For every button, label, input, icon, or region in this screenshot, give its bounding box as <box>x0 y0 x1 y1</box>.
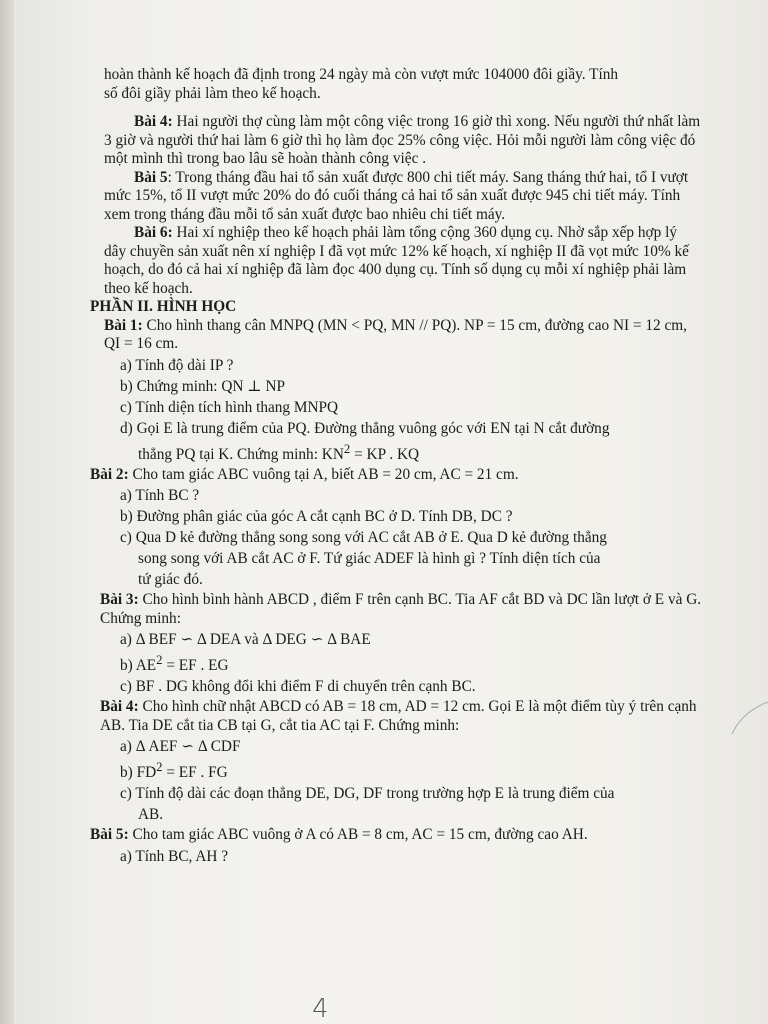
problem-label: Bài 5 <box>134 168 168 186</box>
text-line: số đôi giầy phải làm theo kế hoạch. <box>104 84 321 102</box>
algebra-problem-6 <box>104 224 702 298</box>
subquestion-c-continued: AB. <box>138 806 164 824</box>
subquestion-a: a) Δ AEF ∽ Δ CDF <box>120 738 241 756</box>
subquestion-a: a) Tính BC, AH ? <box>120 847 229 865</box>
subquestion-a: a) Tính BC ? <box>120 487 200 505</box>
problem-label: Bài 4: <box>134 113 173 130</box>
page-number: 4 <box>312 994 329 1024</box>
geometry-problem-3 <box>100 591 702 628</box>
problem-label: Bài 4: <box>100 698 139 716</box>
problem-text: Hai người thợ cùng làm một công việc trong 16 giờ thì xong. Nếu người thứ nhất làm 3 giờ và người thứ hai làm 6 giờ thì họ làm đọc 25% công việc. Hỏi mỗi người làm công việc đó một mình thì trong bao lâu sẽ hoàn thành công việc . <box>104 113 701 167</box>
problem-text: Cho hình chữ nhật ABCD có AB = 18 cm, AD = 12 cm. Gọi E là một điểm tùy ý trên cạnh AB. Tia DE cắt tia CB tại G, cắt tia AC tại F. Chứng minh: <box>100 698 697 734</box>
subquestion-c: c) Qua D kẻ đường thẳng song song với AC cắt AB ở E. Qua D kẻ đường thẳng <box>120 529 607 547</box>
subquestion-b: b) $AE^2$ = EF . EG <box>120 653 229 675</box>
subquestion-d: d) Gọi E là trung điểm của PQ. Đường thẳng vuông góc với EN tại N cắt đường <box>120 419 610 437</box>
subquestion-b: b) Chứng minh: QN ⊥ NP <box>120 377 286 395</box>
geometry-problem-4 <box>100 698 702 735</box>
subquestion-c: c) Tính độ dài các đoạn thẳng DE, DG, DF trong trường hợp E là trung điểm của <box>120 785 615 803</box>
problem-label: Bài 1: <box>104 316 143 334</box>
pen-mark <box>728 700 768 760</box>
subquestion-c-continued: tứ giác đó. <box>138 571 203 589</box>
algebra-problem-4 <box>104 113 702 169</box>
algebra-problem-5 <box>104 169 702 225</box>
problem-label: Bài 6: <box>134 224 173 241</box>
problem-text: Cho tam giác ABC vuông ở A có AB = 8 cm, AC = 15 cm, đường cao AH. <box>128 826 588 844</box>
subquestion-d-continued: thẳng PQ tại K. Chứng minh: $KN^2$ = KP . KQ <box>138 441 420 463</box>
subquestion-c: c) Tính diện tích hình thang MNPQ <box>120 398 339 416</box>
text-line: hoàn thành kế hoạch đã định trong 24 ngày mà còn vượt mức 104000 đôi giầy. Tính <box>104 66 619 83</box>
geometry-problem-5 <box>90 826 702 845</box>
geometry-problem-2 <box>90 466 702 485</box>
subquestion-c-continued: song song với AB cắt AC ở F. Tứ giác ADEF là hình gì ? Tính diện tích của <box>138 550 601 568</box>
problem-text: : Trong tháng đầu hai tổ sản xuất được 800 chi tiết máy. Sang tháng thứ hai, tổ I vượt mức 15%, tổ II vượt mức 20% do đó cuối tháng cả hai tổ sản xuất được 945 chi tiết máy. Tính xem trong tháng đầu mỗi tổ sản xuất được bao nhiêu chi tiết máy. <box>104 168 689 223</box>
subquestion-c: c) BF . DG không đổi khi điểm F di chuyển trên cạnh BC. <box>120 678 476 696</box>
problem-text: Hai xí nghiệp theo kế hoạch phải làm tổng cộng 360 dụng cụ. Nhờ sắp xếp hợp lý dây chuyền sản xuất nên xí nghiệp I đã vọt mức 12% kế hoạch, xí nghiệp II đã vọt mức 10% kế hoạch, do đó cả hai xí nghiệp đã làm đọc 400 dụng cụ. Tính số dụng cụ mỗi xí nghiệp phải làm theo kế hoạch. <box>104 224 689 297</box>
problem-label: Bài 3: <box>100 591 139 609</box>
problem-text: Cho tam giác ABC vuông tại A, biết AB = 20 cm, AC = 21 cm. <box>128 465 519 483</box>
subquestion-b: b) Đường phân giác của góc A cắt cạnh BC ở D. Tính DB, DC ? <box>120 508 513 526</box>
subquestion-b: b) $FD^2$ = EF . FG <box>120 760 228 782</box>
problem-label: Bài 2: <box>90 465 129 483</box>
subquestion-a: a) Tính độ dài IP ? <box>120 356 234 374</box>
section-heading: PHẦN II. HÌNH HỌC <box>90 298 237 315</box>
subquestion-a: a) Δ BEF ∽ Δ DEA và Δ DEG ∽ Δ BAE <box>120 631 371 649</box>
problem-label: Bài 5: <box>90 826 129 844</box>
problem-text: Cho hình thang cân MNPQ (MN < PQ, MN // PQ). NP = 15 cm, đường cao NI = 12 cm, QI = 16 cm. <box>104 316 688 352</box>
document-content <box>90 66 702 868</box>
geometry-problem-1 <box>104 317 702 354</box>
paper-edge <box>0 0 14 1024</box>
problem-text: Cho hình bình hành ABCD , điểm F trên cạnh BC. Tia AF cắt BD và DC lần lượt ở E và G. Chứng minh: <box>100 591 702 627</box>
